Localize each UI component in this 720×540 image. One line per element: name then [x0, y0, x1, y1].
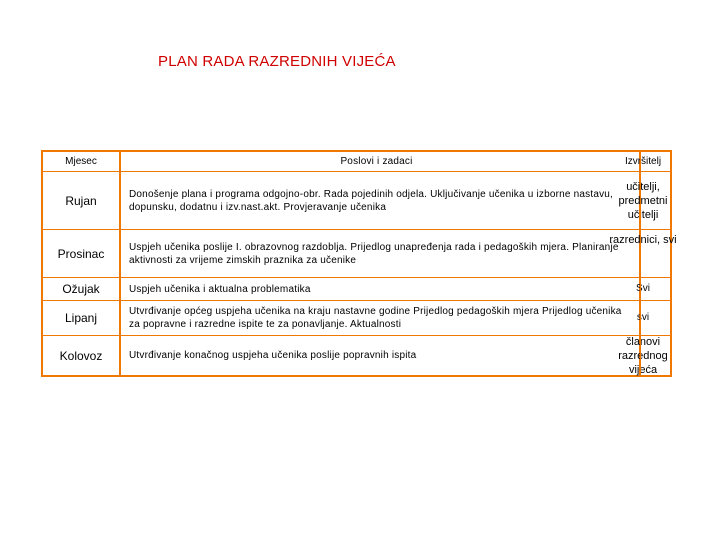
- row-month: Kolovoz: [43, 336, 120, 375]
- page-title: PLAN RADA RAZREDNIH VIJEĆA: [158, 53, 396, 70]
- row-month: Rujan: [43, 172, 120, 229]
- header-executor: Izvršitelj: [624, 155, 662, 167]
- header-tasks: Poslovi i zadaci: [120, 152, 640, 171]
- table-header-row: [43, 152, 670, 171]
- row-month: Prosinac: [43, 230, 120, 277]
- table-row: [43, 278, 670, 300]
- column-rule: [640, 152, 641, 375]
- table-row: [43, 336, 670, 375]
- row-tasks: Uspjeh učenika i aktualna problematika: [120, 278, 640, 300]
- header-month: Mjesec: [43, 152, 120, 171]
- row-tasks: Utvrđivanje konačnog uspjeha učenika poslije popravnih ispita: [120, 336, 640, 375]
- column-rule: [120, 152, 121, 375]
- row-month: Lipanj: [43, 301, 120, 335]
- row-month: Ožujak: [43, 278, 120, 300]
- row-executor: razrednici, svi: [609, 234, 677, 246]
- plan-table: [41, 150, 677, 377]
- table-row: [43, 230, 677, 277]
- row-executor: članovi razrednog vijeća: [618, 335, 668, 376]
- row-executor: učitelji, predmetni učitelji: [618, 180, 668, 221]
- row-tasks: Uspjeh učenika poslije I. obrazovnog razdoblja. Prijedlog unapređenja rada i pedagoških mjera. Planiranje aktivnosti za vrijeme zimskih praznika za učenike: [120, 230, 640, 277]
- row-executor: Svi: [636, 283, 650, 294]
- row-tasks: Utvrđivanje općeg uspjeha učenika na kraju nastavne godine Prijedlog pedagoških mjera Prijedlog učenika za popravne i razredne ispite te za ponavljanje. Aktualnosti: [120, 301, 640, 335]
- row-executor: svi: [636, 312, 650, 323]
- table-row: [43, 172, 670, 229]
- row-tasks: Donošenje plana i programa odgojno-obr. Rada pojedinih odjela. Uključivanje učenika u izborne nastavu, dopunsku, dodatnu i izv.nast.akt. Provjeravanje učenika: [120, 172, 640, 229]
- table-row: [43, 301, 670, 335]
